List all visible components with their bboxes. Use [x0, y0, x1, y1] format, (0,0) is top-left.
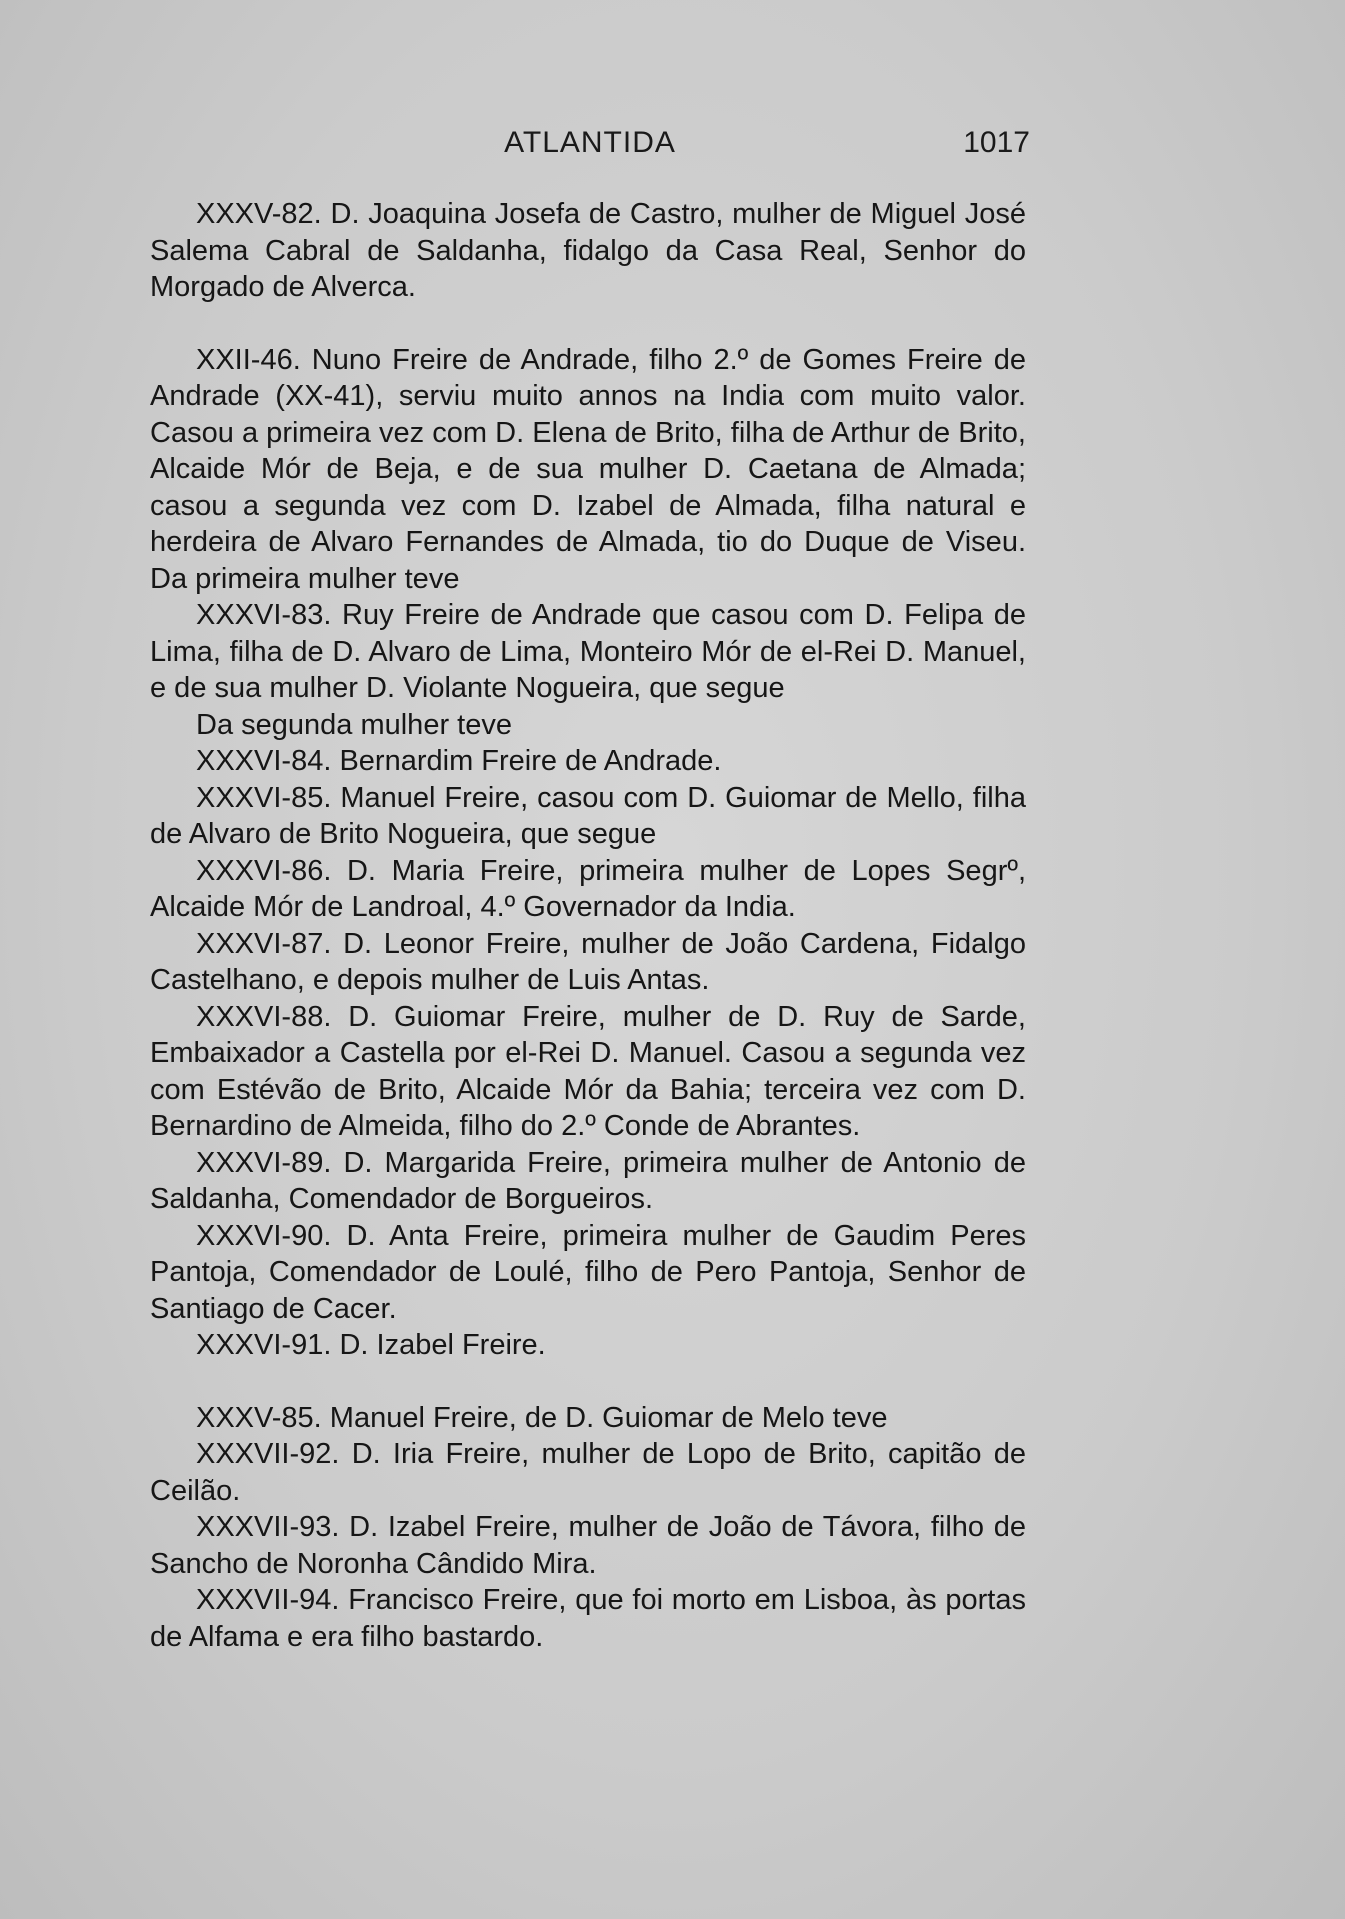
genealogy-entry: XXXVI-91. D. Izabel Freire.	[196, 1329, 546, 1361]
genealogy-entry: XXXV-82. D. Joaquina Josefa de Castro, mulher de Miguel José Salema Cabral de Saldanha, fidalgo da Casa Real, Senhor do Morgado de Alverca.	[150, 198, 1026, 303]
genealogy-entry: XXXVI-85. Manuel Freire, casou com D. Guiomar de Mello, filha de Alvaro de Brito Nogueira, que segue	[150, 781, 1026, 850]
genealogy-entry: XXII-46. Nuno Freire de Andrade, filho 2.º de Gomes Freire de Andrade (XX-41), serviu muito annos na India com muito valor. Casou a primeira vez com D. Elena de Brito, filha de Arthur de Brito, Alcaide Mór de Beja, e de sua mulher D. Caetana de Almada; casou a segunda vez com D. Izabel de Almada, filha natural e herdeira de Alvaro Fernandes de Almada, tio do Duque de Viseu. Da primeira mulher teve	[150, 343, 1026, 595]
genealogy-entry: XXXVI-90. D. Anta Freire, primeira mulher de Gaudim Peres Pantoja, Comendador de Loulé, filho de Pero Pantoja, Senhor de Santiago de Cacer.	[150, 1219, 1026, 1325]
page-header	[150, 126, 1030, 166]
genealogy-entry: XXXVI-89. D. Margarida Freire, primeira mulher de Antonio de Saldanha, Comendador de Borgueiros.	[150, 1146, 1026, 1215]
genealogy-entry: XXXV-85. Manuel Freire, de D. Guiomar de Melo teve	[196, 1401, 888, 1434]
genealogy-entry: XXXVII-92. D. Iria Freire, mulher de Lopo de Brito, capitão de Ceilão.	[150, 1438, 1026, 1507]
genealogy-entry: XXXVII-94. Francisco Freire, que foi morto em Lisboa, às portas de Alfama e era filho bastardo.	[150, 1584, 1026, 1653]
genealogy-entry: XXXVI-87. D. Leonor Freire, mulher de João Cardena, Fidalgo Castelhano, e depois mulher de Luis Antas.	[150, 927, 1026, 996]
genealogy-entry: XXXVI-84. Bernardim Freire de Andrade.	[196, 745, 722, 777]
genealogy-entry: XXXVII-93. D. Izabel Freire, mulher de João de Távora, filho de Sancho de Noronha Cândido Mira.	[150, 1511, 1026, 1580]
genealogy-entry: XXXVI-86. D. Maria Freire, primeira mulher de Lopes Segrº, Alcaide Mór de Landroal, 4.º Governador da India.	[150, 854, 1026, 923]
page-number: 1017	[963, 126, 1030, 159]
genealogy-entry: XXXVI-83. Ruy Freire de Andrade que casou com D. Felipa de Lima, filha de D. Alvaro de Lima, Monteiro Mór de el-Rei D. Manuel, e de sua mulher D. Violante Nogueira, que segue	[150, 599, 1026, 704]
running-title: ATLANTIDA	[504, 126, 676, 159]
body-text	[150, 196, 1026, 1655]
genealogy-entry: Da segunda mulher teve	[196, 708, 512, 741]
genealogy-entry: XXXVI-88. D. Guiomar Freire, mulher de D. Ruy de Sarde, Embaixador a Castella por el-Rei D. Manuel. Casou a segunda vez com Estévão de Brito, Alcaide Mór da Bahia; terceira vez com D. Bernardino de Almeida, filho do 2.º Conde de Abrantes.	[150, 1000, 1026, 1142]
